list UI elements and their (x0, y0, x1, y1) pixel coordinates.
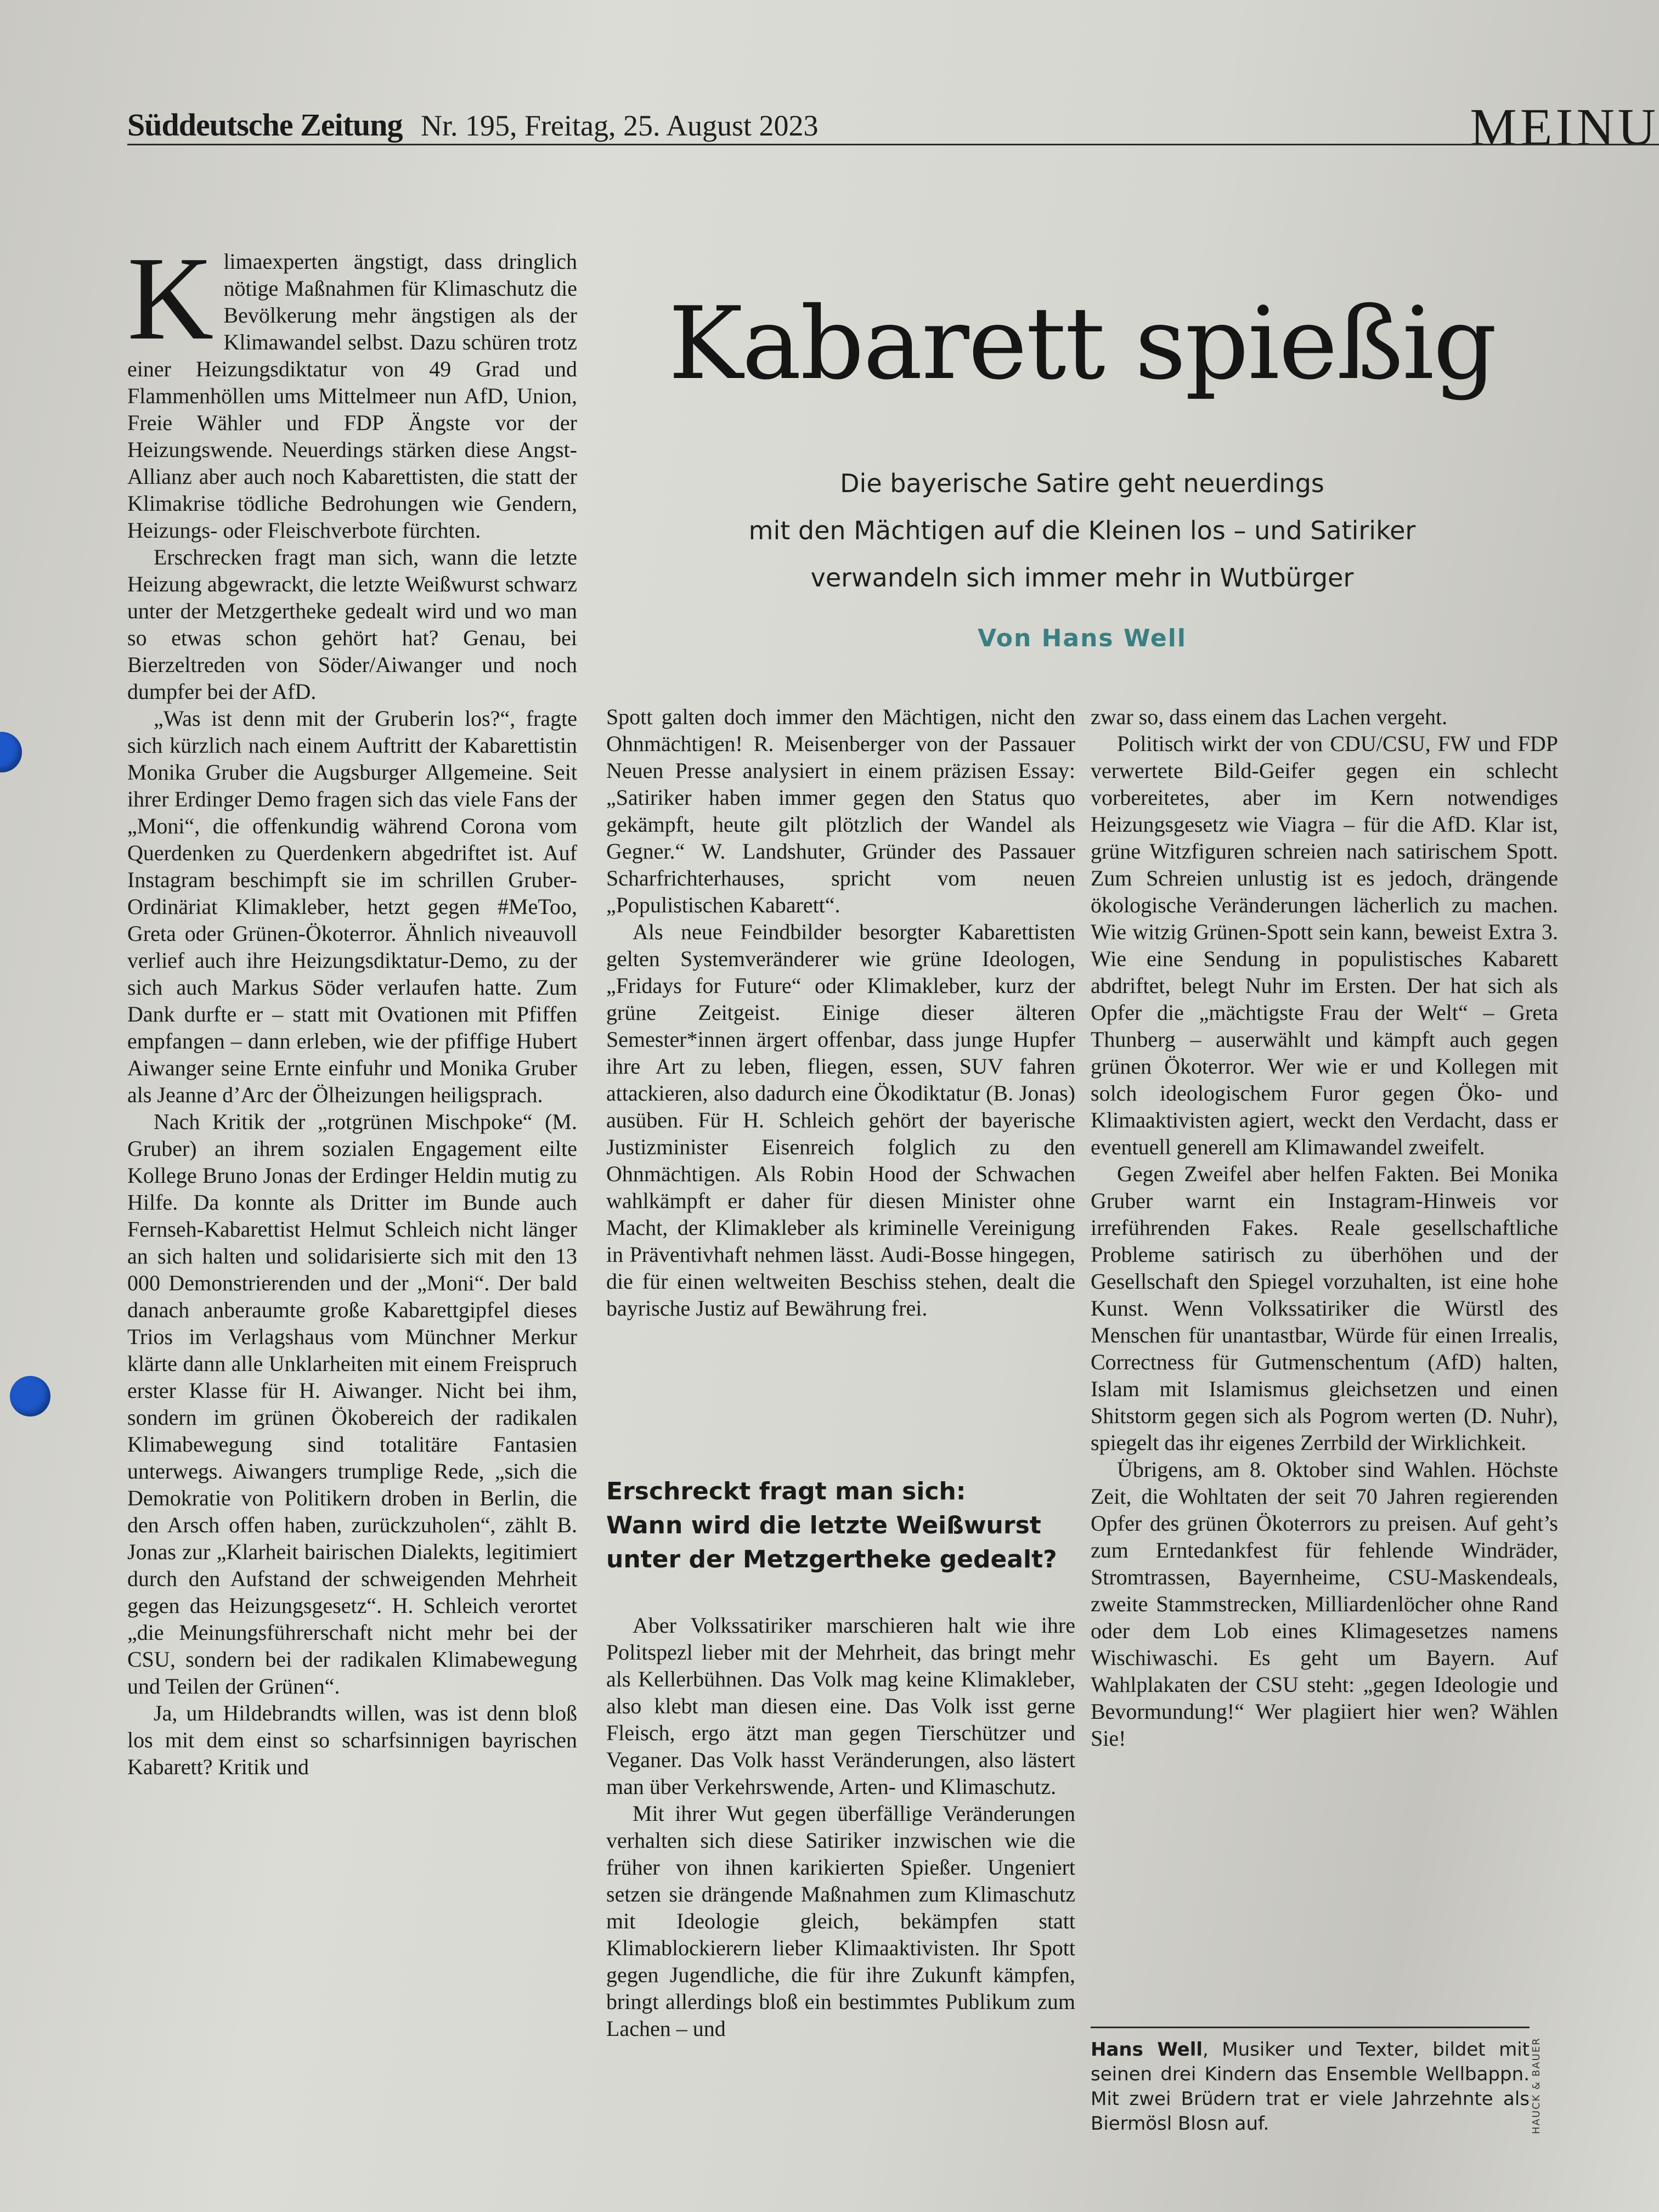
paragraph: Übrigens, am 8. Oktober sind Wahlen. Höchste Zeit, die Wohltaten der seit 70 Jahren regierenden Opfer des grünen Ökoterrors zu preisen. Auf geht’s zum Erntedankfest für fehlende Windräder, Stromtrassen, Bayernheime, CSU-Maskendeals, zweite Stammstrecken, Milliardenlöcher ohne Rand oder dem Lob eines Klimagesetzes namens Wischiwaschi. Es geht um Bayern. Auf Wahlplakaten der CSU steht: „gegen Ideologie und Bevormundung!“ Wer plagiiert hier wen? Wählen Sie! (1091, 1457, 1558, 1751)
paragraph: Erschrecken fragt man sich, wann die letzte Heizung abgewrackt, die letzte Weißwurst schwarz unter der Metzgertheke gedealt wird und wo man so etwas schon gehört hat? Genau, bei Bierzeltreden von Söder/Aiwanger und noch dumpfer bei der AfD. (127, 545, 577, 704)
subhead-line: mit den Mächtigen auf die Kleinen los – und Satiriker (748, 516, 1416, 545)
paragraph: Gegen Zweifel aber helfen Fakten. Bei Monika Gruber warnt ein Instagram-Hinweis vor irreführenden Fakes. Reale gesellschaftliche Probleme satirisch zu überhöhen und der Gesellschaft den Spiegel vorzuhalten, ist eine hohe Kunst. Wenn Volkssatiriker die Würstl des Menschen für unantastbar, Würde für einen Irrealis, Correctness für Gutmenschentum (AfD) halten, Islam mit Islamismus gleichsetzen und einen Shitstorm gegen sich als Pogrom werten (D. Nuhr), spiegelt das ihr eigenes Zerrbild der Wirklichkeit. (1091, 1161, 1558, 1455)
paper-name: Süddeutsche Zeitung (127, 107, 403, 143)
byline: Von Hans Well (978, 624, 1187, 652)
author-name: Hans Well (1091, 2039, 1203, 2061)
headline: Kabarett spießig (668, 285, 1496, 402)
paragraph: Mit ihrer Wut gegen überfällige Veränderungen verhalten sich diese Satiriker inzwischen wie die früher von ihnen karikierten Spießer. Ungeniert setzen sie drängende Maßnahmen zum Klimaschutz mit Ideologie gleich, bekämpfen statt Klimablockierern lieber Klimaaktivisten. Ihr Spott gegen Jugendliche, die für ihre Zukunft kämpfen, bringt allerdings bloß ein bestimmtes Publikum zum Lachen – und (606, 1801, 1075, 2041)
paragraph: Als neue Feindbilder besorgter Kabarettisten gelten Systemveränderer wie grüne Ideologen, „Fridays for Future“ oder Klimakleber, kurz der grüne Zeitgeist. Einige dieser älteren Semester*innen ärgert offenbar, dass junge Hupfer ihre Art zu leben, fliegen, essen, SUV fahren attackieren, also dadurch eine Ökodiktatur (B. Jonas) ausüben. Für H. Schleich gehört der bayerische Justizminister Eisenreich folglich zu den Ohnmächtigen. Als Robin Hood der Schwachen wahlkämpft er daher für diesen Minister ohne Macht, der Klimakleber als kriminelle Vereinigung in Präventivhaft nehmen lässt. Audi-Bosse hingegen, die für einen weltweiten Beschiss stehen, dealt die bayrische Justiz auf Bewährung frei. (606, 919, 1075, 1321)
paragraph: Spott galten doch immer den Mächtigen, nicht den Ohnmächtigen! R. Meisenberger von der Passauer Neuen Presse analysiert in einem präzisen Essay: „Satiriker haben immer gegen den Status quo gekämpft, heute gilt plötzlich der Wandel als Gegner.“ W. Landshuter, Gründer des Passauer Scharfrichterhauses, spricht vom neuen „Populistischen Kabarett“. (606, 704, 1075, 917)
article-column-1 (127, 233, 577, 1780)
paragraph: zwar so, dass einem das Lachen vergeht. (1091, 704, 1448, 729)
pull-quote-line: Erschreckt fragt man sich: (606, 1477, 966, 1505)
subhead-line: Die bayerische Satire geht neuerdings (840, 469, 1324, 498)
paragraph: Nach Kritik der „rotgrünen Mischpoke“ (M. Gruber) an ihrem sozialen Engagement eilte Kollege Bruno Jonas der Erdinger Heldin mutig zu Hilfe. Da konnte als Dritter im Bunde auch Fernseh-Kabarettist Helmut Schleich nicht länger an sich halten und solidarisierte sich mit den 13 000 Demonstrierenden und der „Moni“. Der bald danach anberaumte große Kabarettgipfel dieses Trios im Verlagshaus vom Münchner Merkur klärte dann alle Unklarheiten mit einem Freispruch erster Klasse für H. Aiwanger. Nicht bei ihm, sondern im grünen Ökobereich der radikalen Klimabewegung sind totalitäre Fantasien unterwegs. Aiwangers trumplige Rede, „sich die Demokratie von Politikern droben in Berlin, die den Arsch offen haben, zurückzuholen“, zählt B. Jonas zur „Klarheit bairischen Dialekts, legitimiert durch den Aufstand der schweigenden Mehrheit gegen das Heizungsgesetz“. H. Schleich verortet „die Meinungsführerschaft nicht mehr bei der CSU, sondern bei der radikalen Klimabewegung und Teilen der Grünen“. (127, 1109, 577, 1699)
pull-quote (606, 1475, 1075, 1577)
author-bio-rule (1091, 2027, 1530, 2028)
issue-line: Nr. 195, Freitag, 25. August 2023 (421, 109, 819, 142)
subheadline (606, 460, 1558, 601)
pull-quote-line: Wann wird die letzte Weißwurst (606, 1511, 1041, 1539)
section-label: MEINU (1470, 98, 1659, 156)
paragraph: Politisch wirkt der von CDU/CSU, FW und FDP verwertete Bild-Geifer gegen ein schlecht vorbereitetes, aber im Kern notwendiges Heizungsgesetz wie Viagra – für die AfD. Klar ist, grüne Witzfiguren schreien nach satirischem Spott. Zum Schreien unlustig ist es jedoch, drängende ökologische Veränderungen lächerlich zu machen. Wie witzig Grünen-Spott sein kann, beweist Extra 3. Wie eine Sendung in populistisches Kabarett abdriftet, belegt Nuhr im Ersten. Der hat sich als Opfer die „mächtigste Frau der Welt“ – Greta Thunberg – auserwählt und kämpft auch gegen grünen Ökoterror. Wer wie er und Kollegen mit solch ideologischem Furor gegen Öko- und Klimaaktivisten agiert, weckt den Verdacht, dass er eventuell generell am Klimawandel zweifelt. (1091, 731, 1558, 1159)
pull-quote-line: unter der Metzgertheke gedealt? (606, 1545, 1057, 1573)
subhead-line: verwandeln sich immer mehr in Wutbürger (810, 563, 1354, 592)
article-column-2 (606, 703, 1075, 1322)
author-bio (1091, 2038, 1530, 2136)
masthead (127, 97, 1659, 162)
author-bio-text: , Musiker und Texter, bildet mit seinen drei Kindern das Ensemble Wellbappn. Mit zwei Brüdern trat er viele Jahrzehnte als Biermösl Blosn auf. (1091, 2039, 1530, 2135)
article-column-2-continued (606, 1612, 1075, 2042)
paragraph: Klimaexperten ängstigt, dass dringlich nötige Maßnahmen für Klimaschutz die Bevölkerung mehr ängstigen als der Klimawandel selbst. Dazu schüren trotz einer Heizungsdiktatur von 49 Grad und Flammenhöllen ums Mittelmeer nun AfD, Union, Freie Wähler und FDP Ängste vor der Heizungswende. Neuerdings stärken diese Angst-Allianz aber auch noch Kabarettisten, die statt der Klimakrise tödliche Bedrohungen wie Gendern, Heizungs- oder Fleischverbote fürchten. (127, 233, 577, 543)
paragraph: „Was ist denn mit der Gruberin los?“, fragte sich kürzlich nach einem Auftritt der Kabarettistin Monika Gruber die Augsburger Allgemeine. Seit ihrer Erdinger Demo fragen sich das viele Fans der „Moni“, die offenkundig während Corona vom Querdenken zu Querdenkern abgedriftet ist. Auf Instagram beschimpft sie im schrillen Gruber-Ordinäriat Klimakleber, hetzt gegen #MeToo, Greta oder Grünen-Ökoterror. Ähnlich niveauvoll verlief auch ihre Heizungsdiktatur-Demo, zu der sich auch Markus Söder verlaufen hatte. Zum Dank durfte er – statt mit Ovationen mit Pfiffen empfangen – dann erleben, wie der pfiffige Hubert Aiwanger seine Ernte einfuhr und Monika Gruber als Jeanne d’Arc der Ölheizungen heiligsprach. (127, 706, 577, 1107)
punch-hole-marker (10, 1376, 50, 1417)
punch-hole-marker (0, 732, 22, 772)
article-column-3 (1091, 703, 1558, 1752)
masthead-rule (127, 144, 1659, 145)
drop-cap: K (127, 233, 214, 365)
paragraph: Ja, um Hildebrandts willen, was ist denn bloß los mit dem einst so scharfsinnigen bayrischen Kabarett? Kritik und (127, 1701, 577, 1779)
illustration-credit: HAUCK & BAUER (1531, 2037, 1542, 2134)
paragraph: Aber Volkssatiriker marschieren halt wie ihre Politspezl lieber mit der Mehrheit, das bringt mehr als Kellerbühnen. Das Volk mag keine Klimakleber, also klebt man diesen eine. Das Volk isst gerne Fleisch, ergo ätzt man gegen Tierschützer und Veganer. Das Volk hasst Veränderungen, also lästert man über Verkehrswende, Arten- und Klimaschutz. (606, 1613, 1075, 1799)
